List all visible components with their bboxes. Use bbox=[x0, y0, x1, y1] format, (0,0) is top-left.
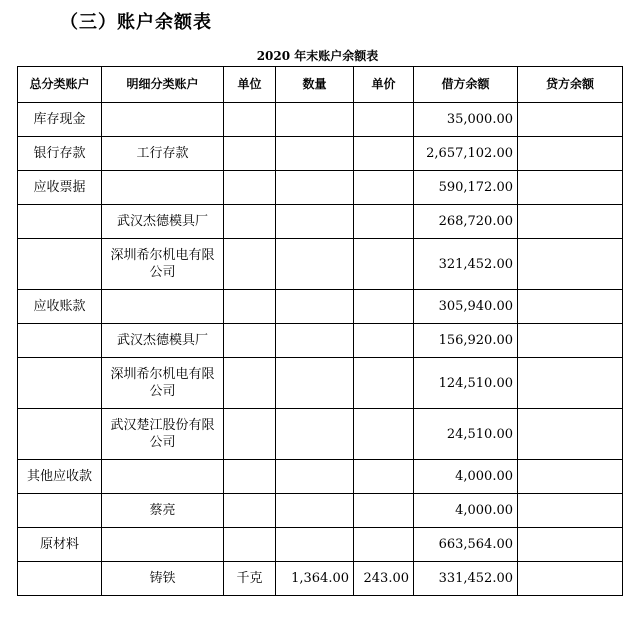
cell-detail-account: 武汉杰德模具厂 bbox=[102, 324, 224, 358]
cell-detail-account: 蔡亮 bbox=[102, 494, 224, 528]
cell-debit-balance: 590,172.00 bbox=[414, 171, 518, 205]
cell-unit bbox=[224, 409, 276, 460]
header-row bbox=[18, 67, 623, 103]
cell-unit-price bbox=[354, 290, 414, 324]
cell-credit-balance bbox=[518, 290, 623, 324]
col-header-detail-account: 明细分类账户 bbox=[102, 67, 224, 103]
cell-credit-balance bbox=[518, 528, 623, 562]
table-row bbox=[18, 290, 623, 324]
cell-quantity bbox=[276, 324, 354, 358]
cell-unit-price bbox=[354, 528, 414, 562]
cell-detail-account: 深圳希尔机电有限公司 bbox=[102, 358, 224, 409]
table-row bbox=[18, 409, 623, 460]
cell-debit-balance: 35,000.00 bbox=[414, 103, 518, 137]
cell-detail-account bbox=[102, 171, 224, 205]
cell-credit-balance bbox=[518, 239, 623, 290]
cell-general-account bbox=[18, 239, 102, 290]
table-row bbox=[18, 562, 623, 596]
account-balance-table bbox=[17, 66, 623, 596]
cell-general-account: 应收账款 bbox=[18, 290, 102, 324]
cell-general-account bbox=[18, 358, 102, 409]
cell-credit-balance bbox=[518, 562, 623, 596]
col-header-unit-price: 单价 bbox=[354, 67, 414, 103]
cell-credit-balance bbox=[518, 460, 623, 494]
cell-unit bbox=[224, 460, 276, 494]
cell-credit-balance bbox=[518, 324, 623, 358]
cell-unit bbox=[224, 137, 276, 171]
cell-general-account: 银行存款 bbox=[18, 137, 102, 171]
cell-detail-account: 武汉楚江股份有限公司 bbox=[102, 409, 224, 460]
cell-debit-balance: 268,720.00 bbox=[414, 205, 518, 239]
cell-quantity bbox=[276, 528, 354, 562]
cell-unit bbox=[224, 358, 276, 409]
cell-unit-price bbox=[354, 171, 414, 205]
col-header-unit: 单位 bbox=[224, 67, 276, 103]
table-title: 2020 年末账户余额表 bbox=[256, 49, 379, 63]
cell-debit-balance: 331,452.00 bbox=[414, 562, 518, 596]
cell-unit bbox=[224, 239, 276, 290]
cell-detail-account bbox=[102, 460, 224, 494]
cell-quantity bbox=[276, 205, 354, 239]
cell-detail-account: 工行存款 bbox=[102, 137, 224, 171]
cell-quantity bbox=[276, 137, 354, 171]
cell-unit-price bbox=[354, 103, 414, 137]
cell-general-account: 应收票据 bbox=[18, 171, 102, 205]
cell-credit-balance bbox=[518, 103, 623, 137]
cell-debit-balance: 24,510.00 bbox=[414, 409, 518, 460]
cell-quantity bbox=[276, 171, 354, 205]
table-row bbox=[18, 324, 623, 358]
cell-general-account bbox=[18, 494, 102, 528]
cell-unit-price bbox=[354, 324, 414, 358]
table-row bbox=[18, 528, 623, 562]
cell-quantity bbox=[276, 290, 354, 324]
cell-debit-balance: 124,510.00 bbox=[414, 358, 518, 409]
cell-detail-account: 铸铁 bbox=[102, 562, 224, 596]
cell-unit-price bbox=[354, 205, 414, 239]
col-header-debit-balance: 借方余额 bbox=[414, 67, 518, 103]
col-header-credit-balance: 贷方余额 bbox=[518, 67, 623, 103]
col-header-quantity: 数量 bbox=[276, 67, 354, 103]
col-header-general-account: 总分类账户 bbox=[18, 67, 102, 103]
cell-unit bbox=[224, 528, 276, 562]
cell-general-account: 库存现金 bbox=[18, 103, 102, 137]
table-row bbox=[18, 358, 623, 409]
cell-quantity bbox=[276, 358, 354, 409]
cell-unit-price bbox=[354, 358, 414, 409]
cell-debit-balance: 305,940.00 bbox=[414, 290, 518, 324]
cell-general-account bbox=[18, 324, 102, 358]
cell-credit-balance bbox=[518, 171, 623, 205]
cell-detail-account bbox=[102, 290, 224, 324]
table-row bbox=[18, 205, 623, 239]
cell-debit-balance: 663,564.00 bbox=[414, 528, 518, 562]
cell-unit-price bbox=[354, 460, 414, 494]
cell-detail-account: 武汉杰德模具厂 bbox=[102, 205, 224, 239]
cell-general-account: 原材料 bbox=[18, 528, 102, 562]
cell-detail-account: 深圳希尔机电有限公司 bbox=[102, 239, 224, 290]
cell-debit-balance: 4,000.00 bbox=[414, 460, 518, 494]
cell-unit-price bbox=[354, 239, 414, 290]
table-row bbox=[18, 239, 623, 290]
cell-unit-price bbox=[354, 494, 414, 528]
cell-general-account bbox=[18, 205, 102, 239]
cell-detail-account bbox=[102, 103, 224, 137]
table-row bbox=[18, 494, 623, 528]
cell-credit-balance bbox=[518, 409, 623, 460]
cell-debit-balance: 321,452.00 bbox=[414, 239, 518, 290]
cell-credit-balance bbox=[518, 205, 623, 239]
cell-detail-account bbox=[102, 528, 224, 562]
cell-unit: 千克 bbox=[224, 562, 276, 596]
table-row bbox=[18, 460, 623, 494]
table-row bbox=[18, 171, 623, 205]
cell-general-account bbox=[18, 409, 102, 460]
cell-quantity: 1,364.00 bbox=[276, 562, 354, 596]
table-row bbox=[18, 103, 623, 137]
cell-quantity bbox=[276, 239, 354, 290]
section-heading: （三）账户余额表 bbox=[60, 12, 212, 33]
cell-debit-balance: 156,920.00 bbox=[414, 324, 518, 358]
cell-unit-price bbox=[354, 137, 414, 171]
cell-unit bbox=[224, 171, 276, 205]
cell-unit-price: 243.00 bbox=[354, 562, 414, 596]
cell-unit bbox=[224, 324, 276, 358]
cell-credit-balance bbox=[518, 137, 623, 171]
cell-debit-balance: 4,000.00 bbox=[414, 494, 518, 528]
cell-quantity bbox=[276, 494, 354, 528]
cell-quantity bbox=[276, 460, 354, 494]
cell-general-account bbox=[18, 562, 102, 596]
cell-unit bbox=[224, 494, 276, 528]
cell-general-account: 其他应收款 bbox=[18, 460, 102, 494]
cell-credit-balance bbox=[518, 494, 623, 528]
cell-quantity bbox=[276, 409, 354, 460]
cell-unit-price bbox=[354, 409, 414, 460]
cell-unit bbox=[224, 205, 276, 239]
cell-unit bbox=[224, 290, 276, 324]
cell-credit-balance bbox=[518, 358, 623, 409]
table-row bbox=[18, 137, 623, 171]
cell-quantity bbox=[276, 103, 354, 137]
cell-debit-balance: 2,657,102.00 bbox=[414, 137, 518, 171]
cell-unit bbox=[224, 103, 276, 137]
